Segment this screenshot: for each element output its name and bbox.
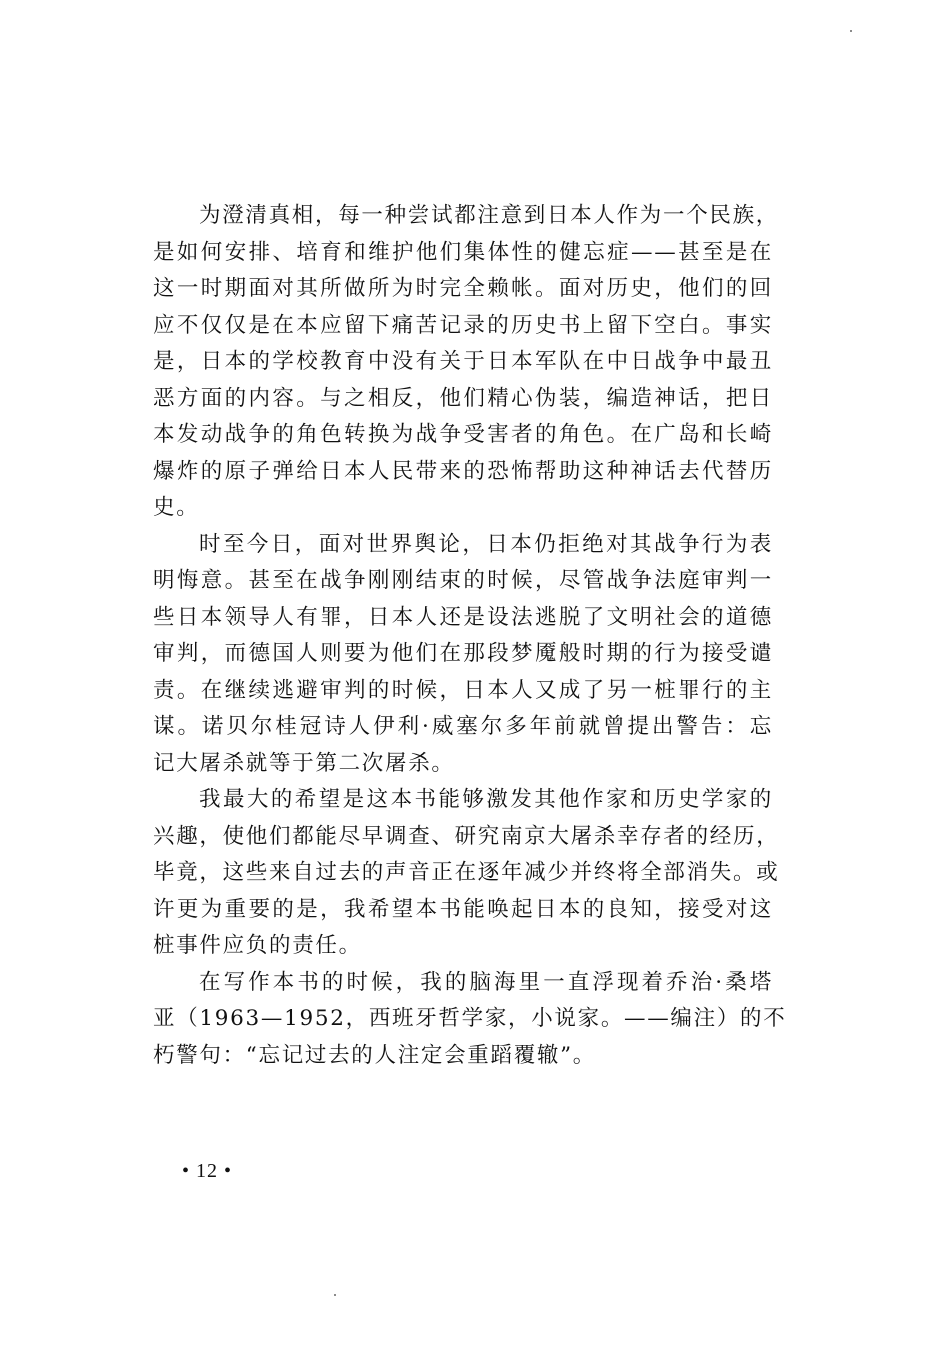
text-line: 审判，而德国人则要为他们在那段梦魇般时期的行为接受谴 xyxy=(153,641,773,666)
text-line: 毕竟，这些来自过去的声音正在逐年减少并终将全部消失。或 xyxy=(153,860,780,885)
text-line: 兴趣，使他们都能尽早调查、研究南京大屠杀幸存者的经历， xyxy=(153,823,780,849)
text-line: 史。 xyxy=(153,495,200,520)
text-line: 许更为重要的是，我希望本书能唤起日本的良知，接受对这 xyxy=(153,896,773,922)
scan-speck xyxy=(850,30,852,32)
text-line: 桩事件应负的责任。 xyxy=(153,933,362,958)
text-line: 在写作本书的时候，我的脑海里一直浮现着乔治·桑塔 xyxy=(199,969,773,995)
text-line: 明悔意。甚至在战争刚刚结束的时候，尽管战争法庭审判一 xyxy=(153,568,773,593)
text-line: 亚（1963—1952，西班牙哲学家，小说家。——编注）的不 xyxy=(153,1006,787,1031)
text-line: 是如何安排、培育和维护他们集体性的健忘症——甚至是在 xyxy=(153,239,773,265)
scan-speck xyxy=(334,1294,336,1296)
body-text xyxy=(153,198,787,1074)
text-line: 谋。诺贝尔桂冠诗人伊利·威塞尔多年前就曾提出警告：忘 xyxy=(153,714,773,739)
text-line: 是，日本的学校教育中没有关于日本军队在中日战争中最丑 xyxy=(153,349,773,374)
text-line: 应不仅仅是在本应留下痛苦记录的历史书上留下空白。事实 xyxy=(153,312,773,338)
text-line: 责。在继续逃避审判的时候，日本人又成了另一桩罪行的主 xyxy=(153,677,773,703)
text-line: 爆炸的原子弹给日本人民带来的恐怖帮助这种神话去代替历 xyxy=(153,458,773,484)
text-line: 本发动战争的角色转换为战争受害者的角色。在广岛和长崎 xyxy=(153,422,773,447)
text-line: 这一时期面对其所做所为时完全赖帐。面对历史，他们的回 xyxy=(153,276,773,301)
text-line: 些日本领导人有罪，日本人还是设法逃脱了文明社会的道德 xyxy=(153,604,773,630)
text-line: 时至今日，面对世界舆论，日本仍拒绝对其战争行为表 xyxy=(199,531,773,557)
text-line: 记大屠杀就等于第二次屠杀。 xyxy=(153,750,455,776)
text-line: 为澄清真相，每一种尝试都注意到日本人作为一个民族， xyxy=(199,203,780,228)
page-number: • 12 • xyxy=(182,1160,233,1182)
text-line: 恶方面的内容。与之相反，他们精心伪装，编造神话，把日 xyxy=(153,385,773,411)
text-line: 我最大的希望是这本书能够激发其他作家和历史学家的 xyxy=(199,787,773,812)
text-line: 朽警句：“忘记过去的人注定会重蹈覆辙”。 xyxy=(153,1042,596,1068)
